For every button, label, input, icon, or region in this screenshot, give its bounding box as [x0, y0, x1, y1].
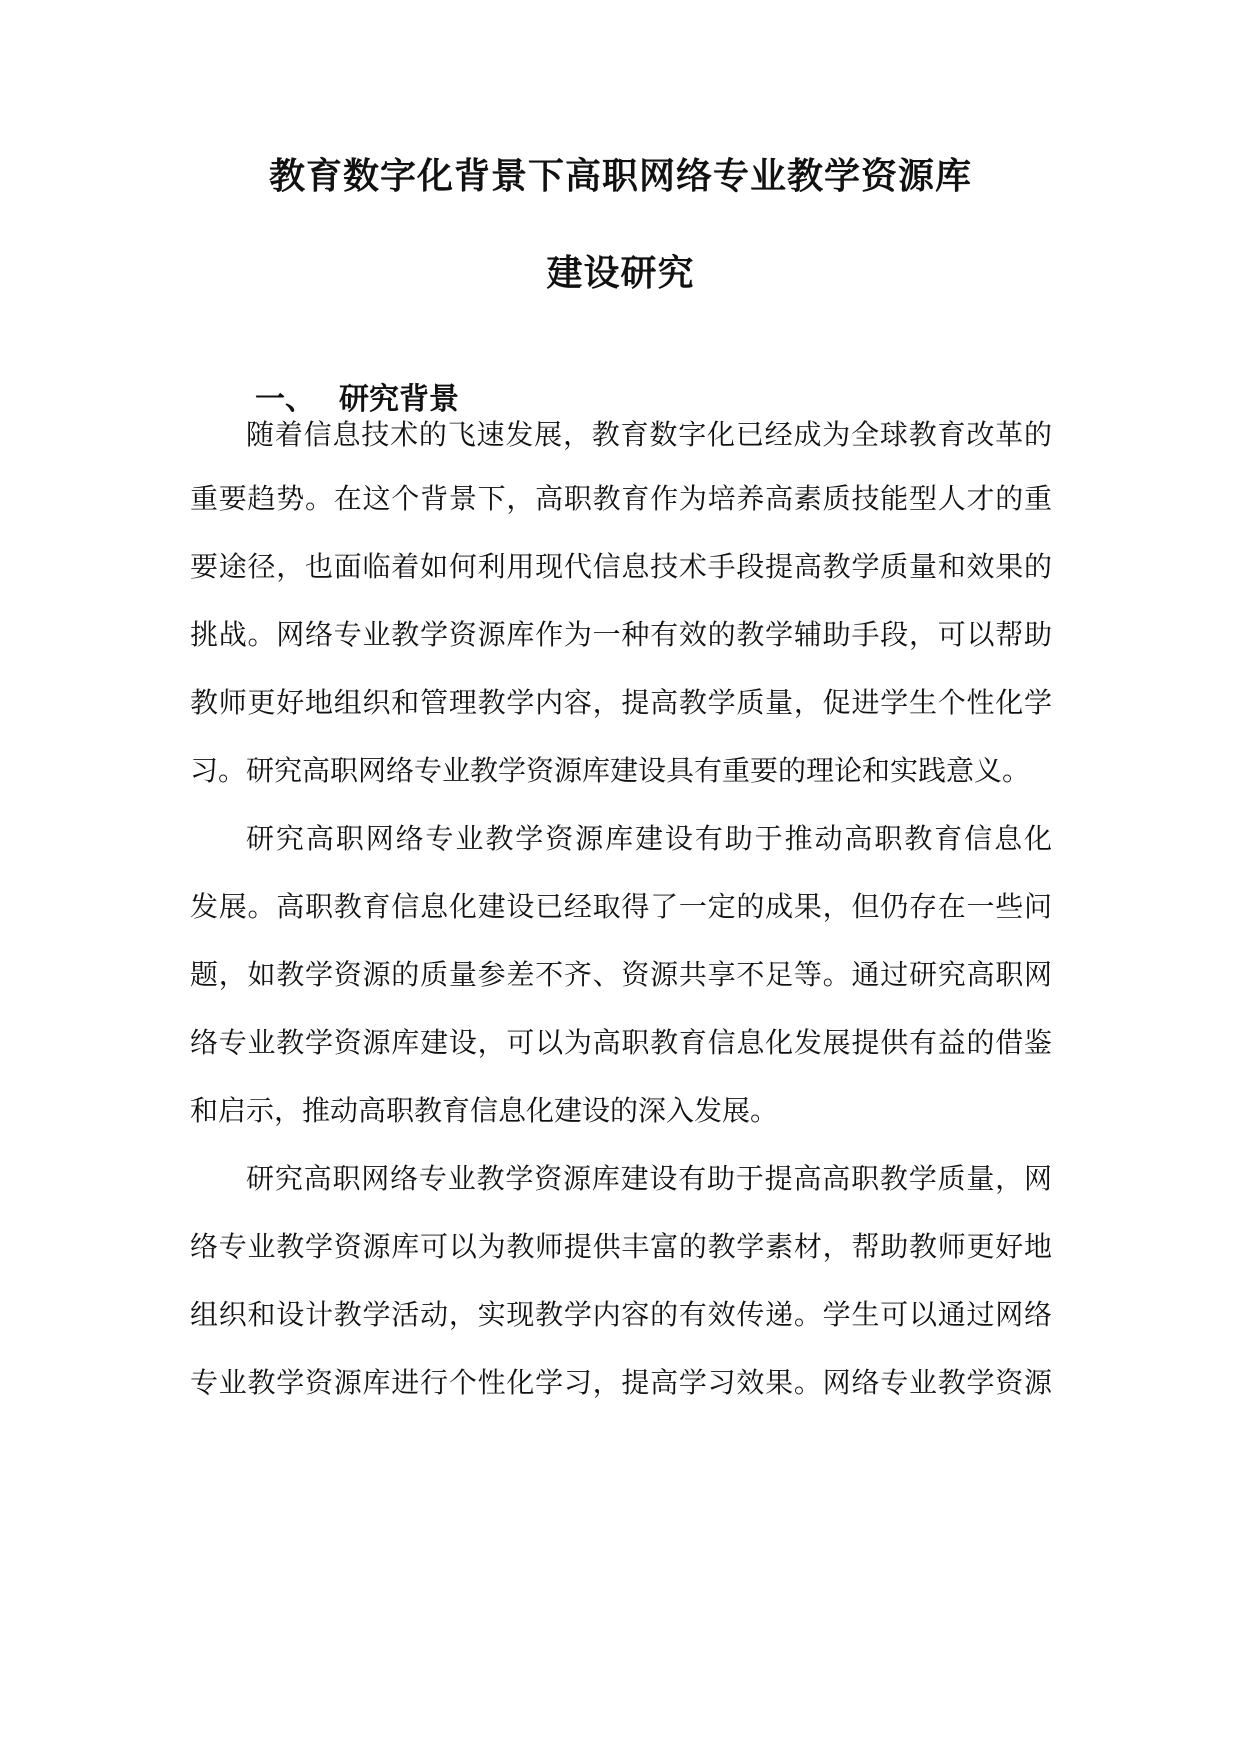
text-line: 专业教学资源库进行个性化学习，提高学习效果。网络专业教学资源 [190, 1366, 1052, 1399]
text-line: 要途径，也面临着如何利用现代信息技术手段提高教学质量和效果的 [190, 550, 1052, 583]
body-text [190, 0, 1052, 1754]
document-title-continuation: 建设研究 [546, 252, 695, 294]
text-line: 随着信息技术的飞速发展，教育数字化已经成为全球教育改革的 [246, 418, 1052, 451]
text-line: 重要趋势。在这个背景下，高职教育作为培养高素质技能型人才的重 [190, 482, 1052, 515]
section-title: 研究背景 [339, 382, 459, 417]
text-line: 络专业教学资源库可以为教师提供丰富的教学素材，帮助教师更好地 [190, 1230, 1052, 1263]
text-line: 络专业教学资源库建设，可以为高职教育信息化发展提供有益的借鉴 [190, 1026, 1052, 1059]
text-line: 研究高职网络专业教学资源库建设有助于提高高职教学质量，网 [246, 1162, 1052, 1195]
section-number: 一、 [255, 382, 315, 417]
text-line: 挑战。网络专业教学资源库作为一种有效的教学辅助手段，可以帮助 [190, 618, 1052, 651]
text-line: 习。研究高职网络专业教学资源库建设具有重要的理论和实践意义。 [190, 754, 1031, 787]
text-line: 题，如教学资源的质量参差不齐、资源共享不足等。通过研究高职网 [190, 958, 1052, 991]
text-line: 发展。高职教育信息化建设已经取得了一定的成果，但仍存在一些问 [190, 890, 1052, 923]
text-line: 教师更好地组织和管理教学内容，提高教学质量，促进学生个性化学 [190, 686, 1052, 719]
text-line: 组织和设计教学活动，实现教学内容的有效传递。学生可以通过网络 [190, 1298, 1052, 1331]
text-line: 研究高职网络专业教学资源库建设有助于推动高职教育信息化 [246, 822, 1052, 855]
document-title: 教育数字化背景下高职网络专业教学资源库 [268, 155, 972, 197]
text-line: 和启示，推动高职教育信息化建设的深入发展。 [190, 1094, 779, 1127]
